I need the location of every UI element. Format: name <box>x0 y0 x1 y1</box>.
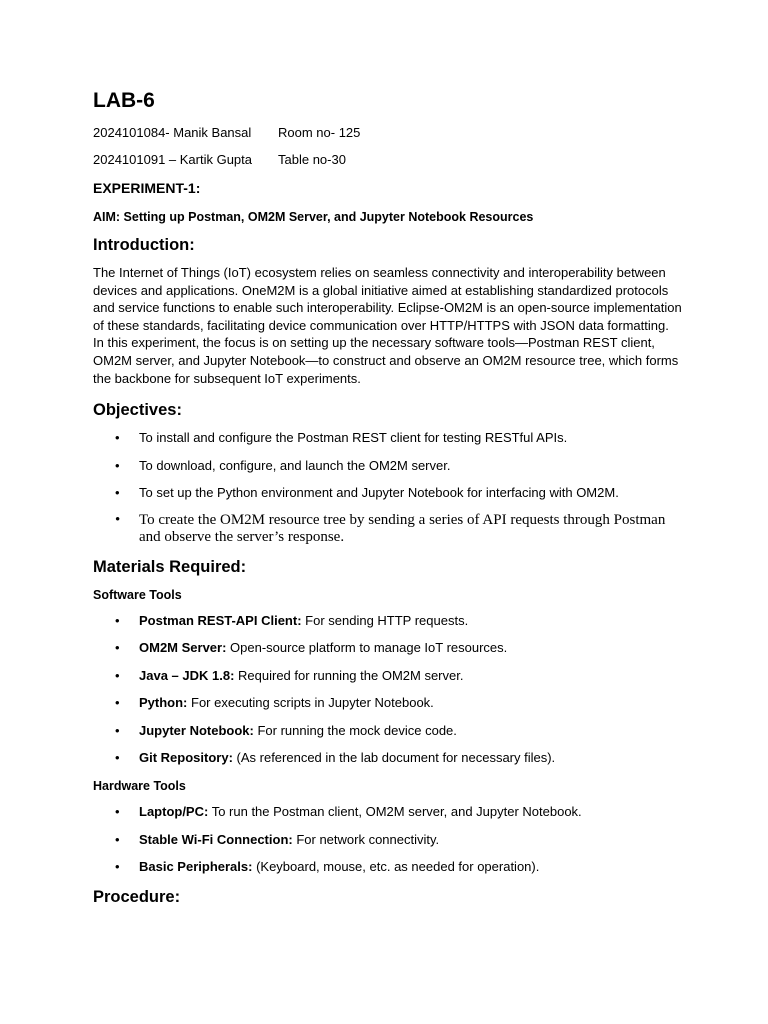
procedure-heading: Procedure: <box>93 888 181 907</box>
document-page <box>93 88 683 916</box>
list-item <box>93 749 683 767</box>
bullet-icon: • <box>115 750 120 766</box>
author-row <box>93 151 683 169</box>
item-text: To run the Postman client, OM2M server, and Jupyter Notebook. <box>208 804 582 820</box>
bullet-icon: • <box>115 612 120 628</box>
bullet-icon: • <box>115 430 120 446</box>
bullet-icon: • <box>115 831 120 847</box>
list-item <box>93 858 683 876</box>
author-row <box>93 124 683 142</box>
aim-statement: AIM: Setting up Postman, OM2M Server, and Jupyter Notebook Resources <box>93 210 534 224</box>
author-detail: Table no-30 <box>278 152 346 167</box>
bullet-icon: • <box>115 457 120 473</box>
item-label: Laptop/PC: <box>139 804 209 820</box>
item-text: For network connectivity. <box>292 831 440 847</box>
objectives-list <box>93 429 683 546</box>
item-label: OM2M Server: <box>139 640 227 656</box>
item-text: Open-source platform to manage IoT resources. <box>226 640 508 656</box>
author-id-name: 2024101084- Manik Bansal <box>93 125 252 140</box>
item-text: (As referenced in the lab document for necessary files). <box>232 750 556 766</box>
objective-text: To create the OM2M resource tree by sending a series of API requests through Postman and observe the server’s response. <box>139 511 666 545</box>
author-id-name: 2024101091 – Kartik Gupta <box>93 152 253 167</box>
objective-text: To install and configure the Postman REST client for testing RESTful APIs. <box>139 430 568 446</box>
item-text: For sending HTTP requests. <box>301 612 469 628</box>
introduction-heading: Introduction: <box>93 236 195 254</box>
introduction-paragraph: The Internet of Things (IoT) ecosystem relies on seamless connectivity and interoperability between devices and applications. OneM2M is a global initiative aimed at establishing standardized protocols and service functions to enable such interoperability. Eclipse-OM2M is an open-source implementation of these standards, facilitating device communication over HTTP/HTTPS with JSON data formatting. In this experiment, the focus is on setting up the necessary software tools—Postman REST client, OM2M server, and Jupyter Notebook—to construct and observe an OM2M resource tree, which forms the backbone for subsequent IoT experiments. <box>93 265 682 386</box>
item-label: Postman REST-API Client: <box>139 612 302 628</box>
bullet-icon: • <box>115 511 121 528</box>
document-title: LAB-6 <box>93 89 155 112</box>
item-label: Java – JDK 1.8: <box>139 667 235 683</box>
objective-text: To download, configure, and launch the OM2M server. <box>139 457 451 473</box>
objective-text: To set up the Python environment and Jupyter Notebook for interfacing with OM2M. <box>139 485 619 501</box>
list-item <box>93 694 683 712</box>
bullet-icon: • <box>115 640 120 656</box>
item-text: (Keyboard, mouse, etc. as needed for operation). <box>252 859 540 875</box>
list-item <box>93 484 683 502</box>
item-label: Python: <box>139 695 188 711</box>
bullet-icon: • <box>115 695 120 711</box>
item-label: Stable Wi-Fi Connection: <box>139 831 293 847</box>
list-item <box>93 831 683 849</box>
list-item <box>93 457 683 475</box>
item-text: Required for running the OM2M server. <box>234 667 464 683</box>
hardware-list <box>93 803 683 876</box>
bullet-icon: • <box>115 859 120 875</box>
hardware-tools-heading: Hardware Tools <box>93 779 186 794</box>
item-label: Git Repository: <box>139 750 233 766</box>
item-text: For running the mock device code. <box>253 722 457 738</box>
list-item <box>93 803 683 821</box>
list-item <box>93 722 683 740</box>
bullet-icon: • <box>115 485 120 501</box>
author-detail: Room no- 125 <box>278 125 361 140</box>
list-item <box>93 612 683 630</box>
software-list <box>93 612 683 768</box>
list-item <box>93 512 683 546</box>
list-item <box>93 429 683 447</box>
item-label: Basic Peripherals: <box>139 859 253 875</box>
item-text: For executing scripts in Jupyter Notebook. <box>187 695 434 711</box>
item-label: Jupyter Notebook: <box>139 722 254 738</box>
materials-heading: Materials Required: <box>93 557 247 576</box>
bullet-icon: • <box>115 722 120 738</box>
experiment-heading: EXPERIMENT-1: <box>93 180 201 196</box>
list-item <box>93 667 683 685</box>
software-tools-heading: Software Tools <box>93 587 182 602</box>
bullet-icon: • <box>115 667 120 683</box>
bullet-icon: • <box>115 804 120 820</box>
objectives-heading: Objectives: <box>93 401 182 420</box>
list-item <box>93 639 683 657</box>
